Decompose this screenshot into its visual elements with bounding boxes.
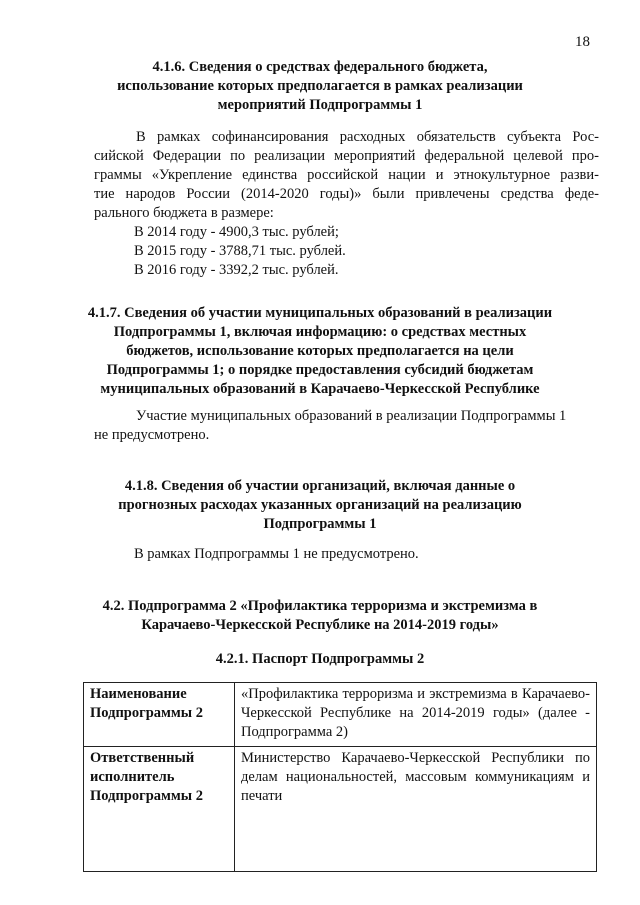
paragraph-line: Участие муниципальных образований в реализации Подпрограммы 1 — [136, 408, 567, 424]
paragraph-line: тие народов России (2014-2020 годы)» были привлечены средства феде- — [94, 186, 599, 202]
heading-line: 4.1.6. Сведения о средствах федерального бюджета, — [152, 59, 488, 75]
heading-line: 4.2. Подпрограмма 2 «Профилактика терроризма и экстремизма в — [102, 598, 538, 614]
heading-line: 4.1.8. Сведения об участии организаций, включая данные о — [124, 478, 516, 494]
heading-line: прогнозных расходах указанных организаций на реализацию — [118, 497, 522, 513]
heading-line: Подпрограммы 1, включая информацию: о средствах местных — [113, 324, 527, 340]
heading-line: бюджетов, использование которых предполагается на цели — [126, 343, 514, 359]
section-4-1-7-paragraph — [94, 407, 599, 445]
table-value-cell: «Профилактика терроризма и экстремизма в Карачаево-Черкесской Республике на 2014-2019 годы» (далее - Подпрограмма 2) — [235, 683, 597, 747]
name-line: Подпрограммы 2 — [90, 788, 203, 804]
heading-line: Подпрограммы 1; о порядке предоставления субсидий бюджетам — [106, 362, 534, 378]
paragraph-line: не предусмотрено. — [94, 427, 210, 443]
heading-line: мероприятий Подпрограммы 1 — [217, 97, 423, 113]
page-number: 18 — [575, 34, 590, 50]
amount-2015: В 2015 году - 3788,71 тыс. рублей. — [134, 243, 346, 259]
paragraph-line: граммы «Укрепление единства российской нации и этнокультурное разви- — [94, 167, 599, 183]
heading-line: использование которых предполагается в рамках реализации — [117, 78, 523, 94]
amount-2016: В 2016 году - 3392,2 тыс. рублей. — [134, 262, 339, 278]
passport-table — [83, 682, 597, 872]
table-row — [84, 683, 597, 747]
paragraph-line: рального бюджета в размере: — [94, 205, 274, 221]
section-4-2-1-heading: 4.2.1. Паспорт Подпрограммы 2 — [215, 651, 425, 667]
section-4-1-6-paragraph — [94, 128, 599, 280]
paragraph-line: сийской Федерации по реализации мероприятий федеральной целевой про- — [94, 148, 599, 164]
paragraph-line: В рамках софинансирования расходных обязательств субъекта Рос- — [136, 129, 599, 145]
heading-line: 4.1.7. Сведения об участии муниципальных образований в реализации — [87, 305, 553, 321]
section-4-1-8-heading — [0, 477, 640, 534]
heading-line: муниципальных образований в Карачаево-Черкесской Республике — [100, 381, 540, 397]
heading-line: Подпрограммы 1 — [263, 516, 377, 532]
table-name-cell — [84, 683, 235, 747]
name-line: Ответственный — [90, 750, 195, 766]
section-4-1-6-heading — [0, 58, 640, 115]
name-line: Наименование — [90, 686, 187, 702]
section-4-1-8-paragraph: В рамках Подпрограммы 1 не предусмотрено. — [134, 546, 419, 562]
section-4-1-7-heading — [0, 304, 640, 399]
name-line: исполнитель — [90, 769, 175, 785]
table-value-cell: Министерство Карачаево-Черкесской Республики по делам национальностей, массовым коммуникациям и печати — [235, 747, 597, 872]
name-line: Подпрограммы 2 — [90, 705, 203, 721]
amount-2014: В 2014 году - 4900,3 тыс. рублей; — [134, 224, 339, 240]
table-row — [84, 747, 597, 872]
heading-line: Карачаево-Черкесской Республике на 2014-2019 годы» — [141, 617, 499, 633]
table-name-cell — [84, 747, 235, 872]
section-4-2-heading — [0, 597, 640, 635]
